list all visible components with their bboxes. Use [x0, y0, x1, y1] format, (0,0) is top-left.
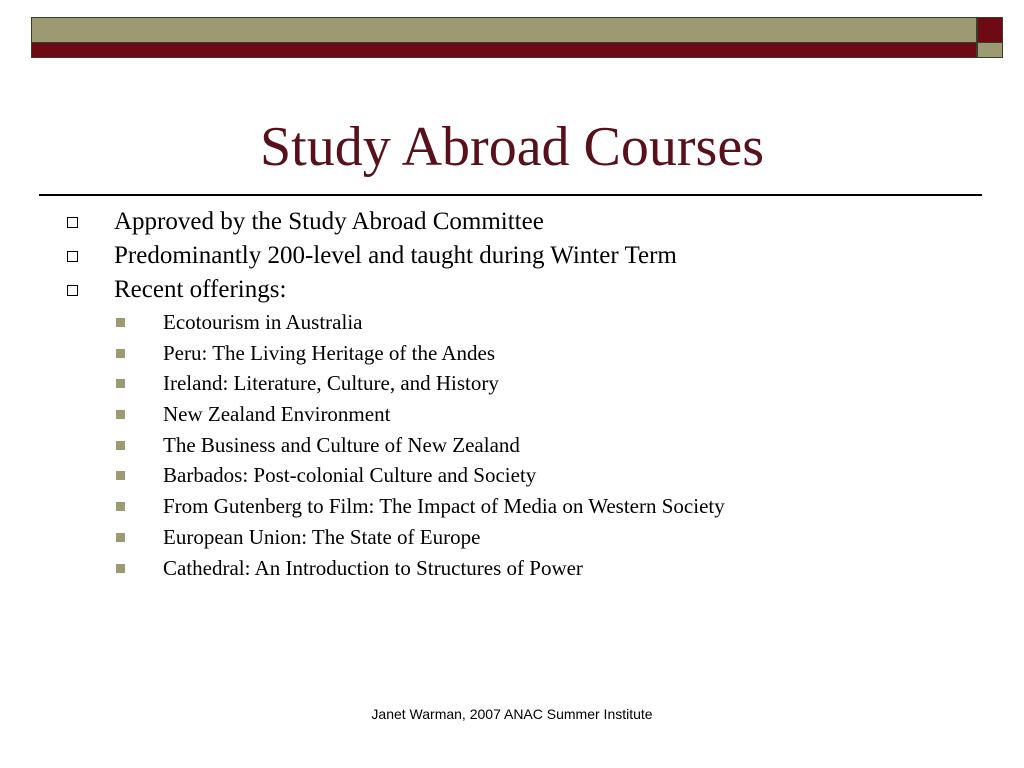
maroon-square	[977, 17, 1003, 43]
list-item	[0, 205, 1000, 239]
offering-text: Ecotourism in Australia	[163, 310, 363, 334]
slide-title: Study Abroad Courses	[260, 116, 764, 178]
offering-item	[0, 460, 1000, 490]
offering-item	[0, 430, 1000, 460]
hollow-square-bullet-icon	[67, 285, 78, 296]
filled-square-bullet-icon	[116, 379, 125, 388]
filled-square-bullet-icon	[116, 410, 125, 419]
filled-square-bullet-icon	[116, 471, 125, 480]
hollow-square-bullet-icon	[67, 251, 78, 262]
filled-square-bullet-icon	[116, 441, 125, 450]
list-item-text: Approved by the Study Abroad Committee	[114, 208, 544, 235]
offering-item	[0, 491, 1000, 521]
offering-text: Peru: The Living Heritage of the Andes	[163, 341, 496, 365]
list-item-text: Recent offerings:	[114, 276, 287, 303]
title-divider	[39, 194, 982, 196]
filled-square-bullet-icon	[116, 318, 125, 327]
slide-footer: Janet Warman, 2007 ANAC Summer Institute	[371, 706, 653, 722]
offering-text: From Gutenberg to Film: The Impact of Media on Western Society	[163, 494, 725, 518]
olive-band	[31, 17, 977, 43]
offering-text: New Zealand Environment	[163, 402, 391, 426]
offering-text: European Union: The State of Europe	[163, 525, 481, 549]
list-item-text: Predominantly 200-level and taught during Winter Term	[114, 242, 677, 269]
offering-item	[0, 399, 1000, 429]
filled-square-bullet-icon	[116, 502, 125, 511]
maroon-band	[31, 42, 977, 58]
filled-square-bullet-icon	[116, 564, 125, 573]
list-item	[0, 273, 1000, 307]
offering-text: The Business and Culture of New Zealand	[163, 433, 520, 457]
offering-text: Barbados: Post-colonial Culture and Society	[163, 463, 537, 487]
offering-item	[0, 522, 1000, 552]
offering-item	[0, 307, 1000, 337]
filled-square-bullet-icon	[116, 533, 125, 542]
hollow-square-bullet-icon	[67, 217, 78, 228]
offering-item	[0, 368, 1000, 398]
offering-item	[0, 338, 1000, 368]
filled-square-bullet-icon	[116, 349, 125, 358]
list-item	[0, 239, 1000, 273]
offering-item	[0, 553, 1000, 583]
offering-text: Cathedral: An Introduction to Structures of Power	[163, 556, 583, 580]
olive-square	[977, 42, 1003, 58]
offering-text: Ireland: Literature, Culture, and History	[163, 371, 499, 395]
